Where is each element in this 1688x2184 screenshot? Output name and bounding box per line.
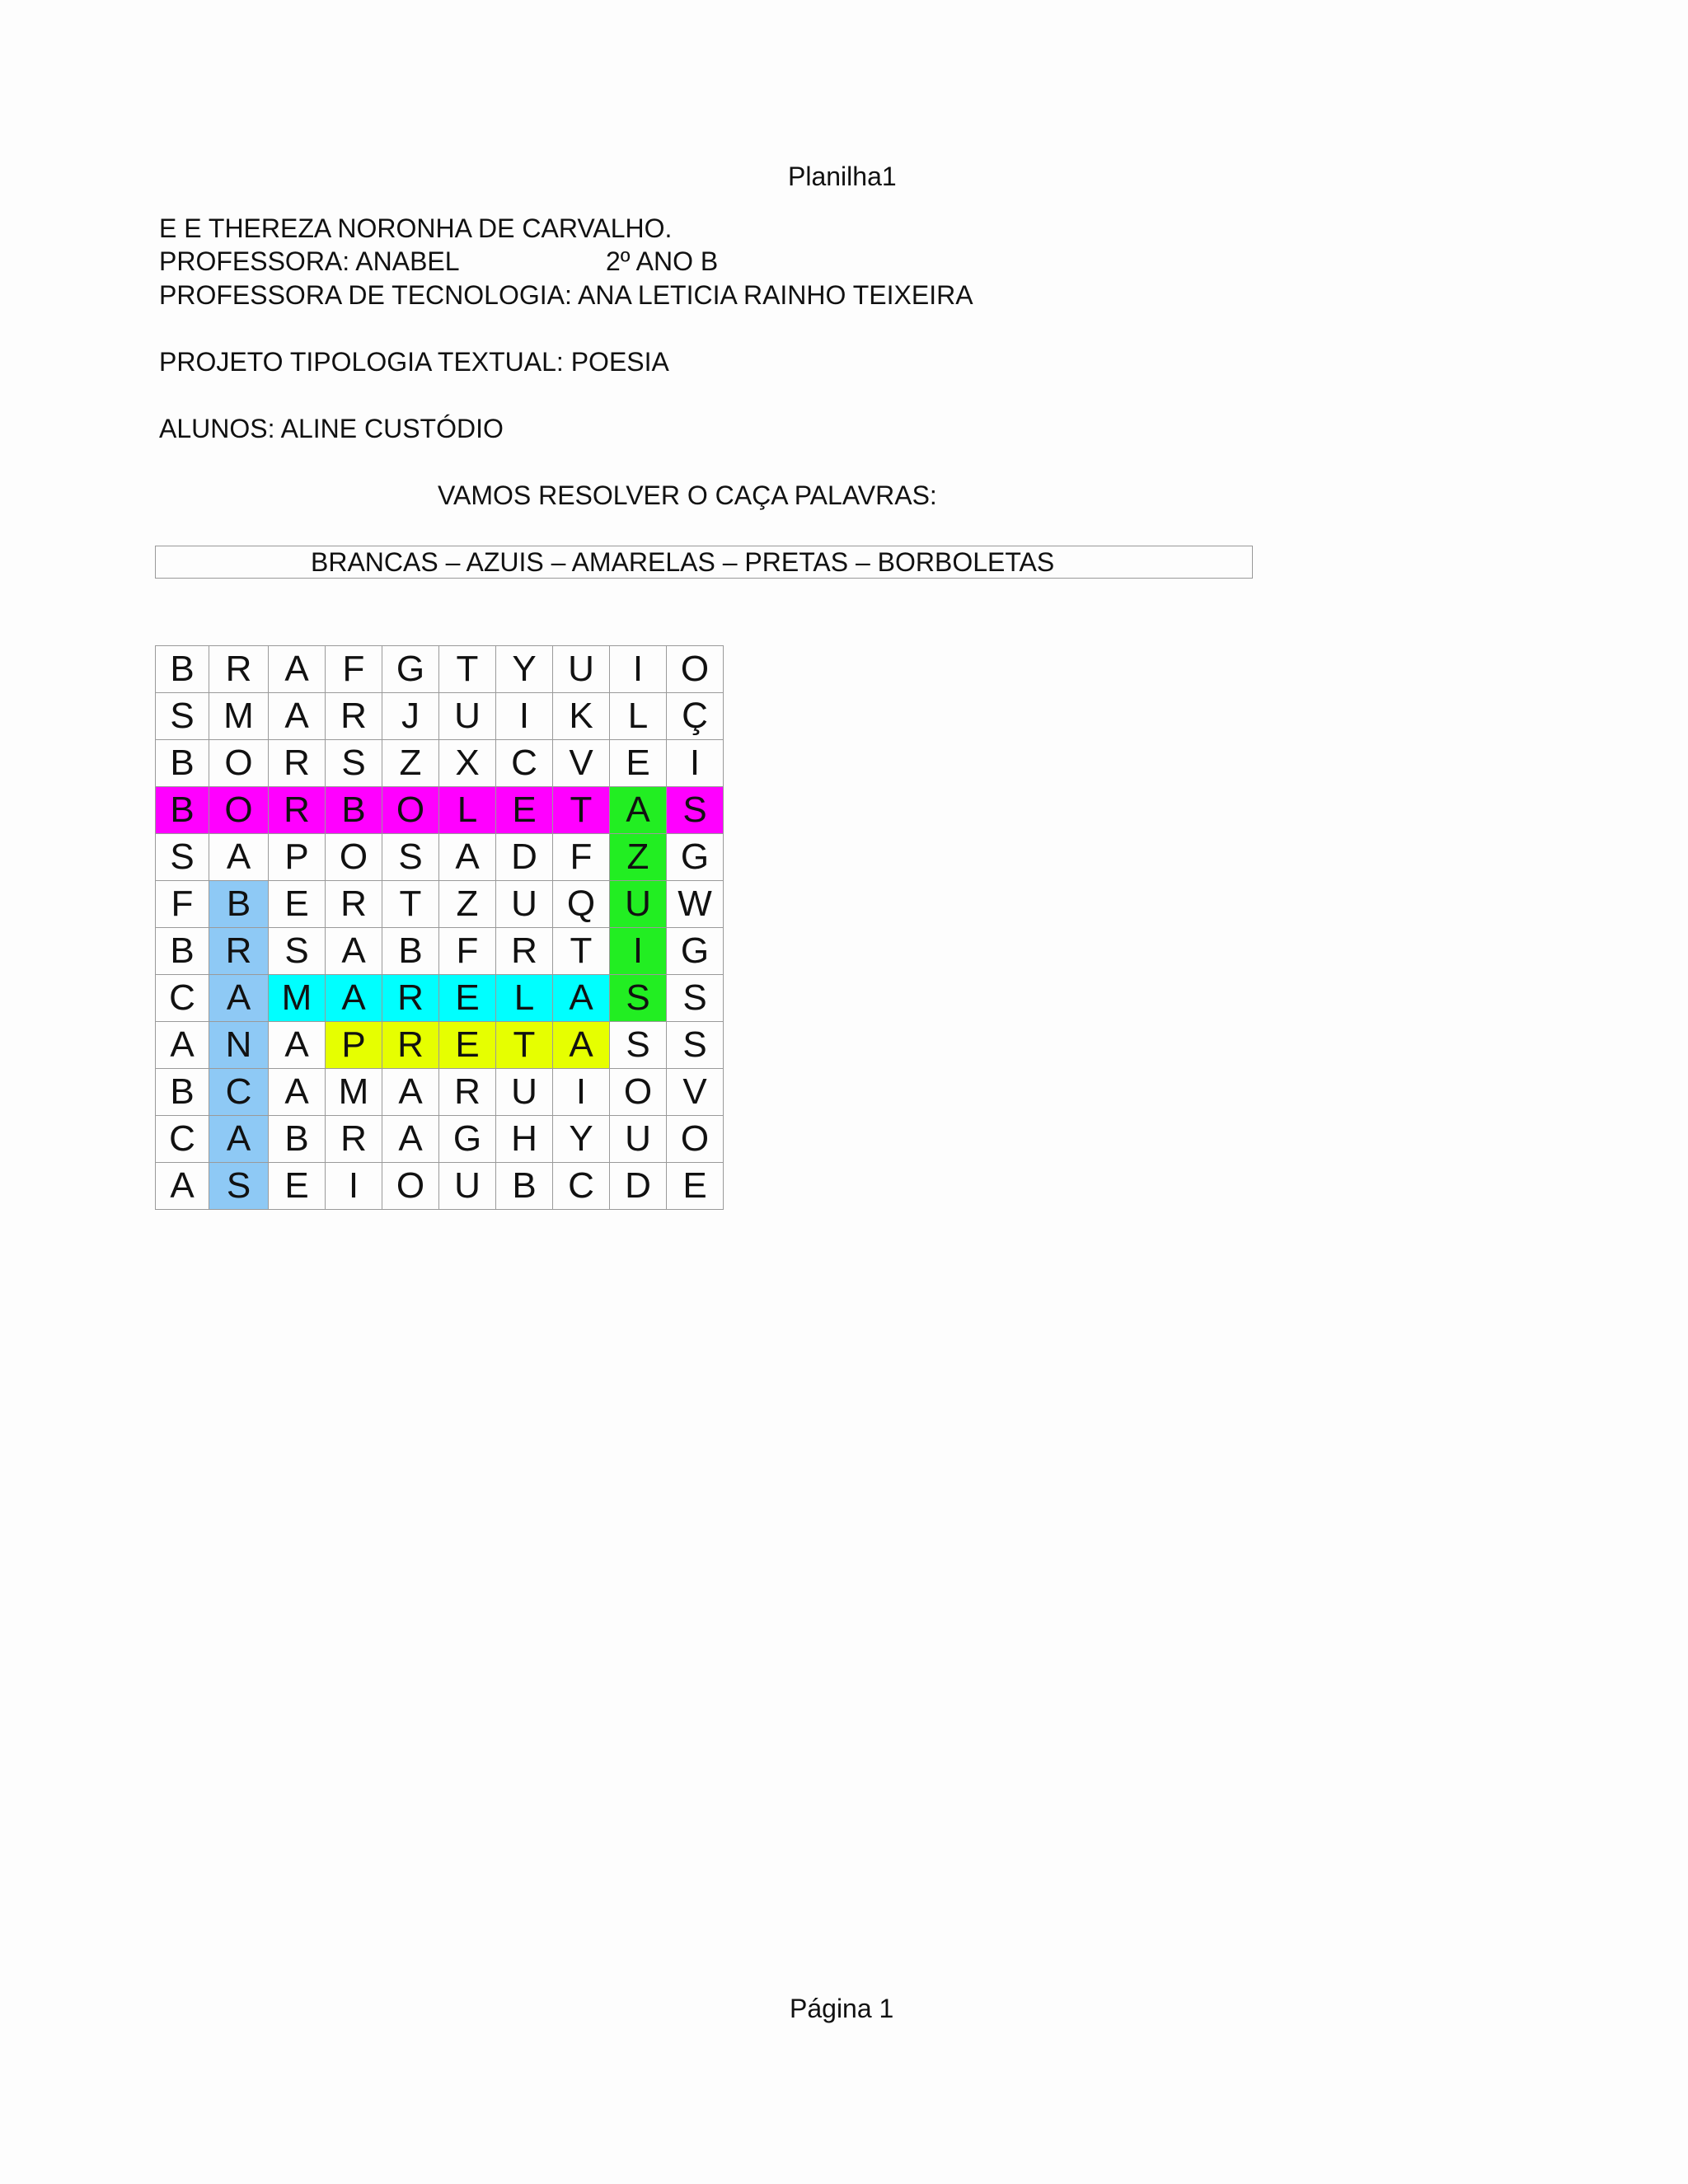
grid-cell: W bbox=[667, 881, 724, 928]
grid-cell: V bbox=[667, 1069, 724, 1116]
grid-cell: S bbox=[667, 787, 724, 834]
grid-cell: S bbox=[610, 1022, 667, 1069]
grid-row bbox=[156, 881, 724, 928]
grid-cell: A bbox=[209, 834, 269, 881]
grid-cell: S bbox=[156, 693, 209, 740]
grid-cell: A bbox=[156, 1022, 209, 1069]
grid-cell: R bbox=[209, 928, 269, 975]
grid-cell: R bbox=[496, 928, 553, 975]
instructions: VAMOS RESOLVER O CAÇA PALAVRAS: bbox=[438, 480, 937, 510]
grid-cell: B bbox=[156, 646, 209, 693]
grid-cell: O bbox=[209, 787, 269, 834]
grid-cell: U bbox=[439, 693, 496, 740]
grid-cell: N bbox=[209, 1022, 269, 1069]
grid-cell: Y bbox=[496, 646, 553, 693]
grid-cell: R bbox=[269, 787, 326, 834]
grid-cell: G bbox=[667, 834, 724, 881]
grid-cell: I bbox=[610, 646, 667, 693]
grid-row bbox=[156, 787, 724, 834]
grid-cell: R bbox=[439, 1069, 496, 1116]
grid-cell: U bbox=[439, 1163, 496, 1210]
school-name: E E THEREZA NORONHA DE CARVALHO. bbox=[159, 213, 673, 243]
grid-cell: A bbox=[553, 1022, 610, 1069]
grid-cell: A bbox=[439, 834, 496, 881]
grid-cell: G bbox=[439, 1116, 496, 1163]
grid-cell: S bbox=[667, 975, 724, 1022]
grid-cell: S bbox=[382, 834, 439, 881]
grid-cell: A bbox=[209, 975, 269, 1022]
grid-cell: O bbox=[382, 1163, 439, 1210]
grid-cell: D bbox=[610, 1163, 667, 1210]
grid-cell: A bbox=[610, 787, 667, 834]
grid-cell: A bbox=[382, 1069, 439, 1116]
grid-cell: B bbox=[382, 928, 439, 975]
grid-row bbox=[156, 740, 724, 787]
grid-cell: O bbox=[610, 1069, 667, 1116]
grid-cell: K bbox=[553, 693, 610, 740]
grid-cell: D bbox=[496, 834, 553, 881]
grid-cell: B bbox=[156, 928, 209, 975]
grid-cell: A bbox=[209, 1116, 269, 1163]
grid-cell: A bbox=[269, 1022, 326, 1069]
grid-cell: B bbox=[156, 1069, 209, 1116]
grid-cell: A bbox=[326, 928, 382, 975]
professor-line bbox=[159, 246, 718, 277]
grid-cell: M bbox=[326, 1069, 382, 1116]
grid-cell: U bbox=[610, 881, 667, 928]
grid-cell: G bbox=[382, 646, 439, 693]
grid-cell: C bbox=[496, 740, 553, 787]
grid-cell: L bbox=[496, 975, 553, 1022]
grid-cell: Z bbox=[382, 740, 439, 787]
tech-professor: PROFESSORA DE TECNOLOGIA: ANA LETICIA RAINHO TEIXEIRA bbox=[159, 280, 973, 310]
grid-cell: R bbox=[382, 1022, 439, 1069]
grid-cell: R bbox=[209, 646, 269, 693]
grid-cell: O bbox=[326, 834, 382, 881]
grid-cell: E bbox=[610, 740, 667, 787]
grid-cell: M bbox=[209, 693, 269, 740]
grid-cell: Z bbox=[610, 834, 667, 881]
grid-cell: S bbox=[269, 928, 326, 975]
grid-cell: B bbox=[209, 881, 269, 928]
grid-cell: S bbox=[326, 740, 382, 787]
word-list-box bbox=[155, 546, 1253, 579]
grid-cell: A bbox=[269, 1069, 326, 1116]
grid-cell: R bbox=[382, 975, 439, 1022]
project-title: PROJETO TIPOLOGIA TEXTUAL: POESIA bbox=[159, 347, 669, 377]
sheet-title: Planilha1 bbox=[788, 162, 897, 191]
grid-cell: E bbox=[439, 975, 496, 1022]
grid-cell: F bbox=[156, 881, 209, 928]
grid-cell: Y bbox=[553, 1116, 610, 1163]
grid-cell: I bbox=[610, 928, 667, 975]
grid-row bbox=[156, 1022, 724, 1069]
grid-cell: B bbox=[156, 740, 209, 787]
grid-cell: I bbox=[667, 740, 724, 787]
grid-cell: O bbox=[382, 787, 439, 834]
grid-cell: O bbox=[667, 1116, 724, 1163]
grid-cell: S bbox=[156, 834, 209, 881]
grid-cell: U bbox=[553, 646, 610, 693]
word-search-grid bbox=[155, 645, 724, 1210]
grid-cell: L bbox=[610, 693, 667, 740]
grid-row bbox=[156, 834, 724, 881]
grid-cell: R bbox=[326, 693, 382, 740]
grid-cell: C bbox=[156, 975, 209, 1022]
grid-cell: B bbox=[156, 787, 209, 834]
grid-cell: A bbox=[269, 646, 326, 693]
grid-cell: U bbox=[496, 1069, 553, 1116]
grid-cell: Z bbox=[439, 881, 496, 928]
grid-cell: E bbox=[269, 881, 326, 928]
grid-cell: A bbox=[382, 1116, 439, 1163]
grid-cell: S bbox=[209, 1163, 269, 1210]
professor-name: PROFESSORA: ANABEL bbox=[159, 246, 460, 276]
grid-cell: T bbox=[553, 928, 610, 975]
grid-cell: C bbox=[209, 1069, 269, 1116]
grid-cell: T bbox=[496, 1022, 553, 1069]
grid-cell: B bbox=[326, 787, 382, 834]
grid-cell: C bbox=[156, 1116, 209, 1163]
grid-cell: Ç bbox=[667, 693, 724, 740]
grid-cell: Q bbox=[553, 881, 610, 928]
grid-cell: S bbox=[667, 1022, 724, 1069]
grid-cell: B bbox=[496, 1163, 553, 1210]
grid-cell: B bbox=[269, 1116, 326, 1163]
grid-cell: A bbox=[326, 975, 382, 1022]
grid-cell: X bbox=[439, 740, 496, 787]
class-grade: 2º ANO B bbox=[606, 246, 719, 276]
word-list: BRANCAS – AZUIS – AMARELAS – PRETAS – BORBOLETAS bbox=[311, 547, 1055, 577]
grid-row bbox=[156, 1116, 724, 1163]
grid-cell: F bbox=[326, 646, 382, 693]
grid-cell: A bbox=[553, 975, 610, 1022]
grid-cell: T bbox=[553, 787, 610, 834]
grid-cell: F bbox=[439, 928, 496, 975]
grid-cell: S bbox=[610, 975, 667, 1022]
grid-cell: E bbox=[439, 1022, 496, 1069]
grid-cell: T bbox=[382, 881, 439, 928]
grid-cell: F bbox=[553, 834, 610, 881]
grid-cell: I bbox=[496, 693, 553, 740]
grid-cell: R bbox=[326, 881, 382, 928]
grid-row bbox=[156, 975, 724, 1022]
grid-cell: U bbox=[496, 881, 553, 928]
grid-cell: O bbox=[667, 646, 724, 693]
grid-cell: O bbox=[209, 740, 269, 787]
grid-cell: E bbox=[496, 787, 553, 834]
grid-cell: U bbox=[610, 1116, 667, 1163]
grid-cell: A bbox=[156, 1163, 209, 1210]
grid-cell: T bbox=[439, 646, 496, 693]
grid-cell: G bbox=[667, 928, 724, 975]
grid-cell: R bbox=[326, 1116, 382, 1163]
grid-cell: R bbox=[269, 740, 326, 787]
grid-row bbox=[156, 1163, 724, 1210]
grid-row bbox=[156, 693, 724, 740]
grid-cell: I bbox=[326, 1163, 382, 1210]
grid-row bbox=[156, 928, 724, 975]
grid-cell: E bbox=[269, 1163, 326, 1210]
grid-cell: E bbox=[667, 1163, 724, 1210]
grid-cell: L bbox=[439, 787, 496, 834]
students-line: ALUNOS: ALINE CUSTÓDIO bbox=[159, 414, 504, 443]
grid-cell: I bbox=[553, 1069, 610, 1116]
grid-cell: C bbox=[553, 1163, 610, 1210]
grid-cell: H bbox=[496, 1116, 553, 1163]
grid-cell: P bbox=[269, 834, 326, 881]
grid-cell: J bbox=[382, 693, 439, 740]
grid-cell: V bbox=[553, 740, 610, 787]
grid-cell: A bbox=[269, 693, 326, 740]
grid-cell: M bbox=[269, 975, 326, 1022]
page-number: Página 1 bbox=[790, 1994, 894, 2023]
grid-row bbox=[156, 646, 724, 693]
grid-cell: P bbox=[326, 1022, 382, 1069]
grid-row bbox=[156, 1069, 724, 1116]
